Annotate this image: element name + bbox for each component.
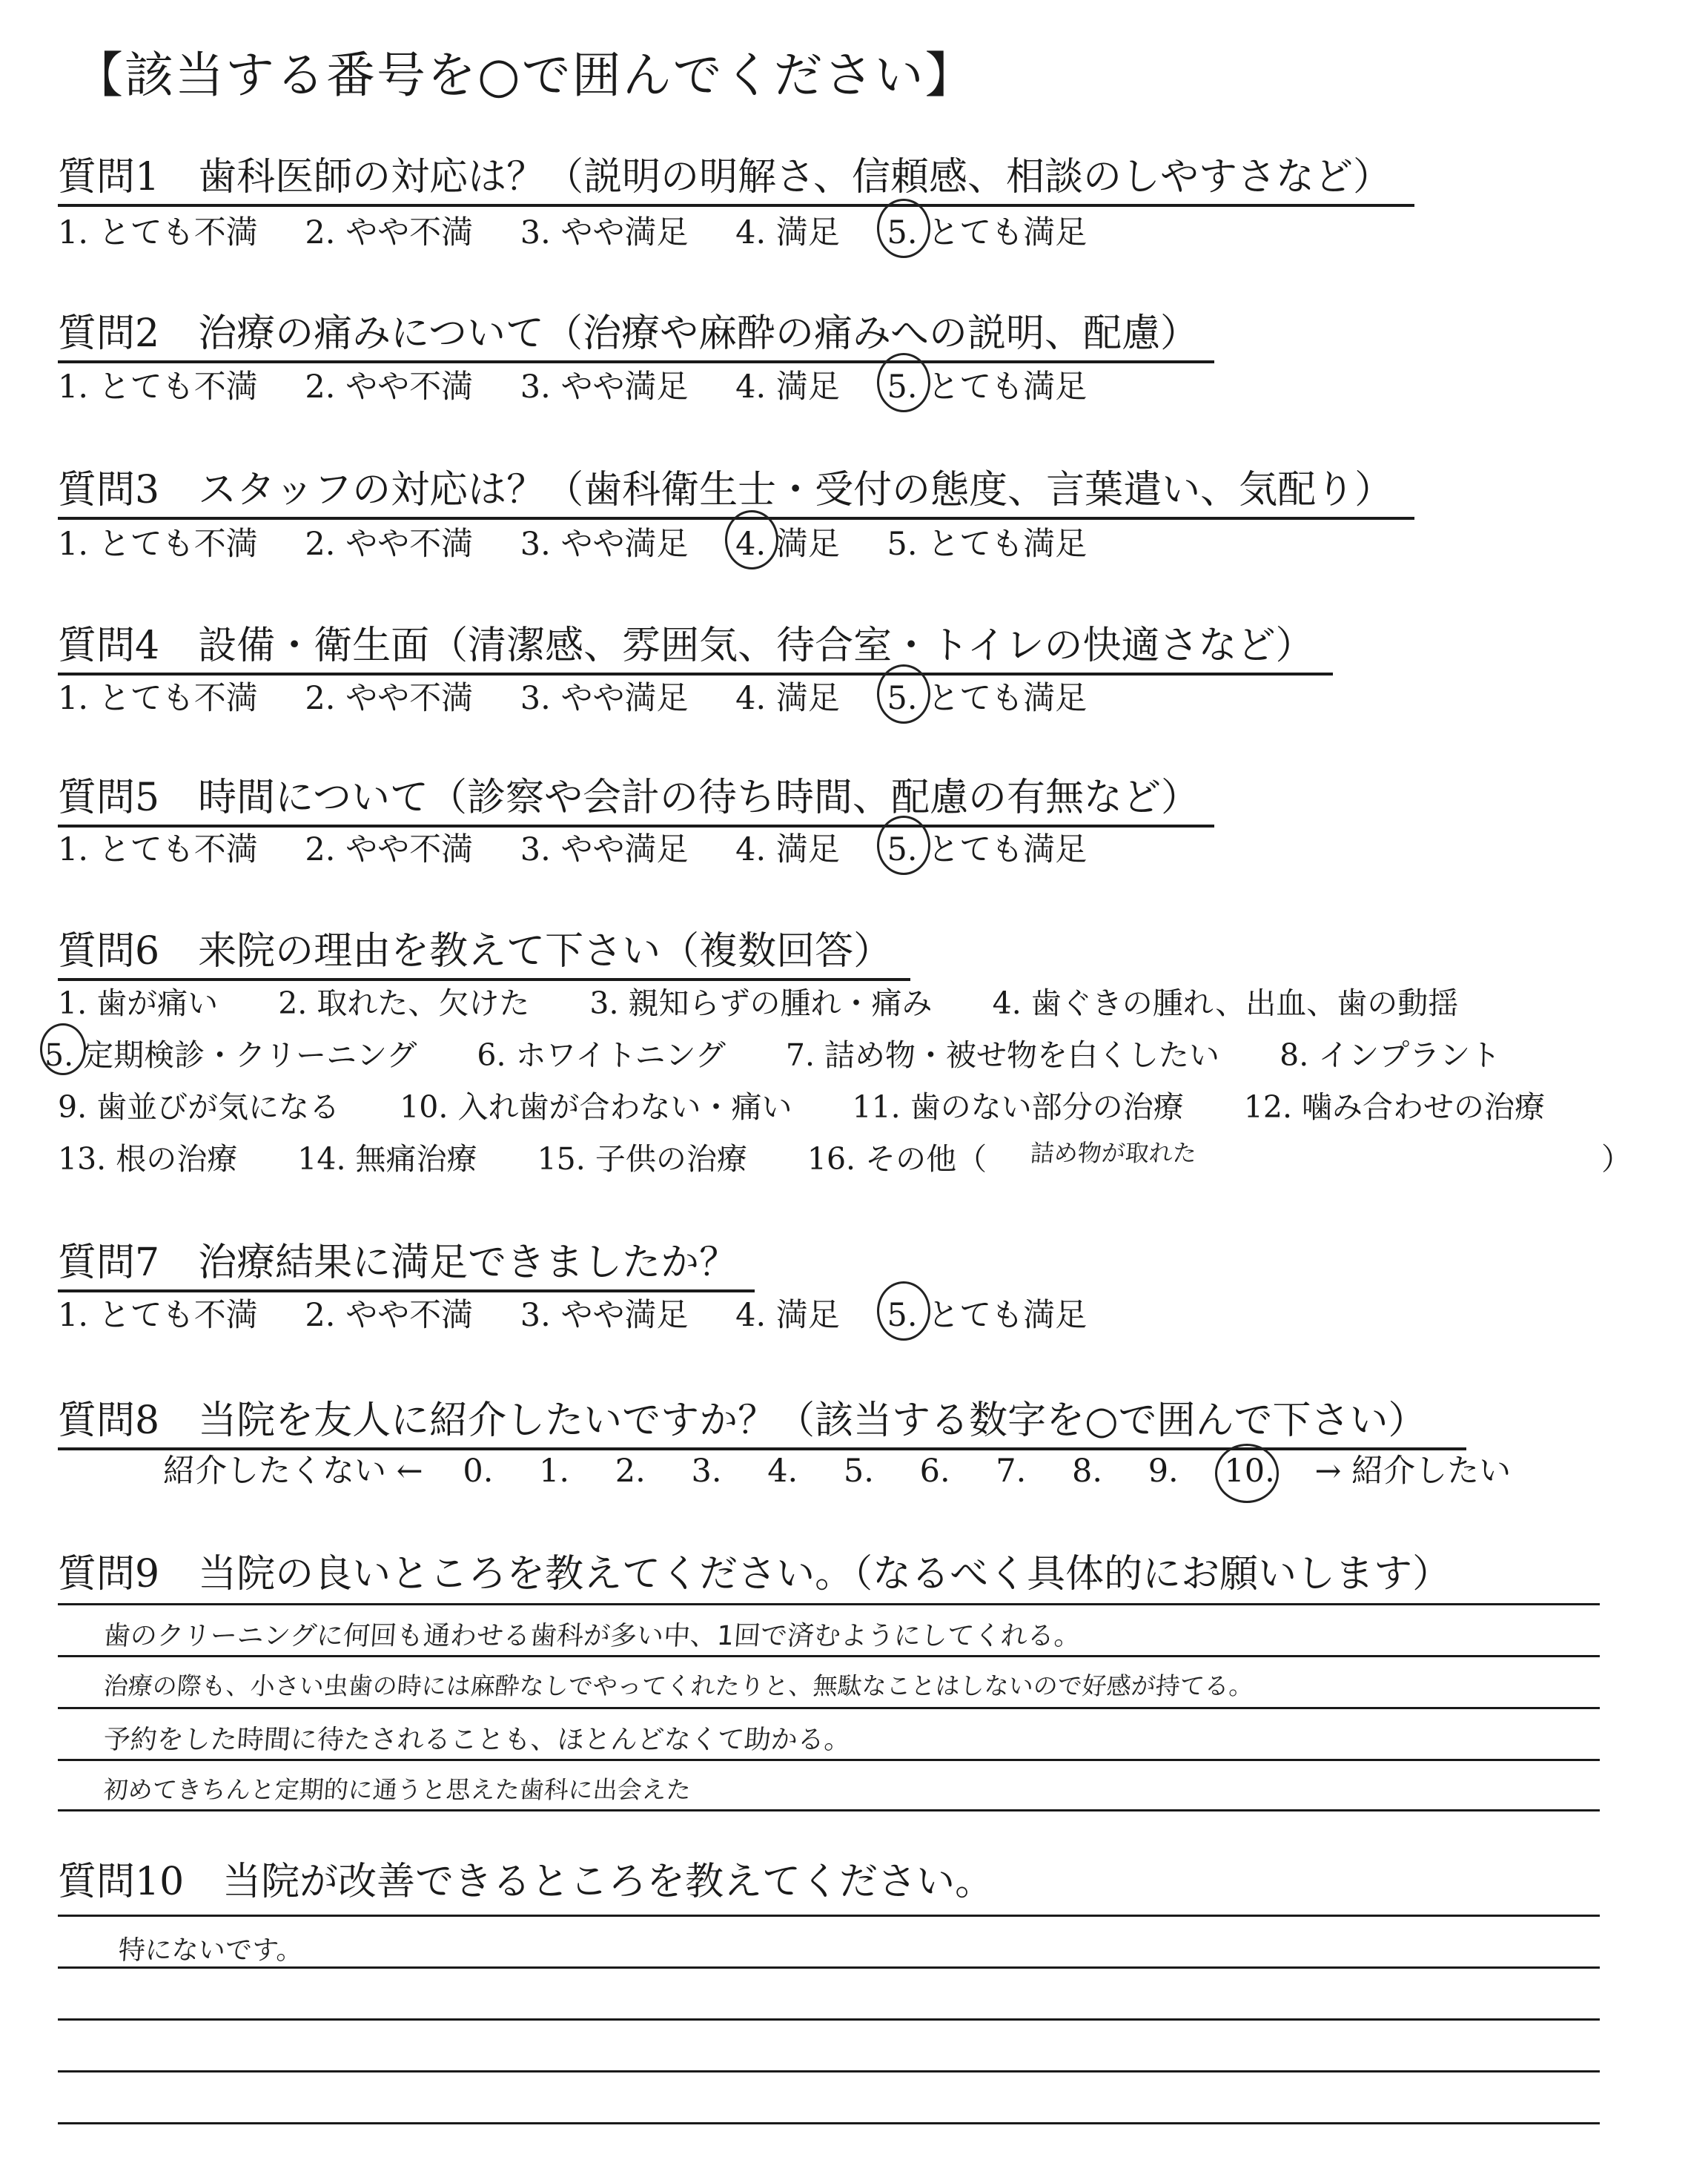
question-2-options xyxy=(58,362,1087,407)
answer-line xyxy=(58,1759,1600,1761)
answer-line xyxy=(58,1915,1600,1917)
option-1[interactable]: 1. とても不満 xyxy=(58,680,258,717)
option-4[interactable]: 4. 満足 xyxy=(735,831,840,868)
scale-3[interactable]: 3. xyxy=(691,1453,722,1490)
option-2[interactable]: 2. やや不満 xyxy=(305,526,474,563)
option-2[interactable]: 2. やや不満 xyxy=(305,831,474,868)
scale-7[interactable]: 7. xyxy=(996,1453,1027,1490)
option-3[interactable]: 3. やや満足 xyxy=(520,369,689,406)
q9-answer-line-4: 初めてきちんと定期的に通うと思えた歯科に出会えた xyxy=(102,1775,692,1804)
option-1[interactable]: 1. とても不満 xyxy=(58,831,258,868)
option-4[interactable]: 4. 満足 xyxy=(735,369,840,406)
scale-6[interactable]: 6. xyxy=(919,1453,950,1490)
page-title: 【該当する番号を○で囲んでください】 xyxy=(74,47,976,104)
option-4-selected[interactable]: 4. 満足 xyxy=(735,519,840,564)
selection-circle xyxy=(877,664,930,724)
selection-circle xyxy=(877,1281,930,1341)
question-1-options xyxy=(58,208,1087,253)
option-5[interactable]: 5. とても満足 xyxy=(887,526,1088,563)
question-7-options xyxy=(58,1290,1087,1335)
question-6-title: 質問6 来院の理由を教えて下さい（複数回答） xyxy=(58,919,910,981)
reason-option[interactable]: 10. 入れ歯が合わない・痛い xyxy=(400,1089,792,1125)
scale-9[interactable]: 9. xyxy=(1148,1453,1179,1490)
option-1[interactable]: 1. とても不満 xyxy=(58,214,258,251)
selection-circle xyxy=(40,1023,86,1075)
option-5-selected[interactable]: 5. とても満足 xyxy=(887,1290,1088,1335)
question-4-title: 質問4 設備・衛生面（清潔感、雰囲気、待合室・トイレの快適さなど） xyxy=(58,614,1333,676)
reason-option[interactable]: 14. 無痛治療 xyxy=(297,1141,477,1177)
question-10-title: 質問10 当院が改善できるところを教えてください。 xyxy=(58,1860,994,1904)
selection-circle xyxy=(877,353,930,412)
reason-option[interactable]: 11. 歯のない部分の治療 xyxy=(852,1089,1184,1125)
q9-answer-line-3: 予約をした時間に待たされることも、ほとんどなくて助かる。 xyxy=(102,1725,853,1755)
answer-line xyxy=(58,1809,1600,1811)
scale-5[interactable]: 5. xyxy=(843,1453,874,1490)
question-1-title: 質問1 歯科医師の対応は？（説明の明解さ、信頼感、相談のしやすさなど） xyxy=(58,145,1414,207)
option-4[interactable]: 4. 満足 xyxy=(735,680,840,717)
answer-line xyxy=(58,2070,1600,2073)
reason-option[interactable]: 8. インプラント xyxy=(1280,1037,1501,1073)
scale-10-selected[interactable]: 10. xyxy=(1224,1453,1274,1490)
q10-answer-line-1: 特にないです。 xyxy=(117,1935,305,1966)
other-handwritten-answer: 詰め物が取れた xyxy=(1029,1139,1198,1167)
selection-circle xyxy=(1215,1444,1279,1503)
question-3-title: 質問3 スタッフの対応は？（歯科衛生士・受付の態度、言葉遣い、気配り） xyxy=(58,458,1414,520)
answer-line xyxy=(58,1966,1600,1969)
option-5-selected[interactable]: 5. とても満足 xyxy=(887,208,1088,253)
option-3[interactable]: 3. やや満足 xyxy=(520,526,689,563)
scale-right-label: → 紹介したい xyxy=(1314,1453,1512,1490)
q6-row-4 xyxy=(58,1135,993,1178)
other-close-paren: ） xyxy=(1601,1141,1632,1177)
question-5-options xyxy=(58,825,1087,870)
option-2[interactable]: 2. やや不満 xyxy=(305,369,474,406)
selection-circle xyxy=(877,816,930,875)
option-3[interactable]: 3. やや満足 xyxy=(520,831,689,868)
reason-option-selected[interactable]: 5. 定期検診・クリーニング xyxy=(44,1031,417,1074)
q9-answer-line-1: 歯のクリーニングに何回も通わせる歯科が多い中、1回で済むようにしてくれる。 xyxy=(102,1621,1082,1651)
question-9-title: 質問9 当院の良いところを教えてください。（なるべく具体的にお願いします） xyxy=(58,1552,1452,1596)
option-3[interactable]: 3. やや満足 xyxy=(520,1297,689,1334)
reason-option[interactable]: 4. 歯ぐきの腫れ、出血、歯の動揺 xyxy=(992,985,1459,1021)
answer-line xyxy=(58,1603,1600,1605)
answer-line xyxy=(58,1707,1600,1709)
option-3[interactable]: 3. やや満足 xyxy=(520,214,689,251)
question-7-title: 質問7 治療結果に満足できましたか？ xyxy=(58,1231,755,1292)
option-1[interactable]: 1. とても不満 xyxy=(58,1297,258,1334)
scale-4[interactable]: 4. xyxy=(767,1453,798,1490)
option-2[interactable]: 2. やや不満 xyxy=(305,214,474,251)
option-2[interactable]: 2. やや不満 xyxy=(305,1297,474,1334)
q6-row-2 xyxy=(44,1031,1506,1074)
option-4[interactable]: 4. 満足 xyxy=(735,214,840,251)
answer-line xyxy=(58,2018,1600,2021)
selection-circle xyxy=(877,199,930,258)
option-4[interactable]: 4. 満足 xyxy=(735,1297,840,1334)
reason-option[interactable]: 12. 噛み合わせの治療 xyxy=(1243,1089,1546,1125)
reason-option[interactable]: 2. 取れた、欠けた xyxy=(278,985,530,1021)
q6-row-3 xyxy=(58,1083,1551,1126)
option-2[interactable]: 2. やや不満 xyxy=(305,680,474,717)
reason-option[interactable]: 9. 歯並びが気になる xyxy=(58,1089,340,1125)
question-8-title: 質問8 当院を友人に紹介したいですか？（該当する数字を○で囲んで下さい） xyxy=(58,1389,1466,1450)
question-5-title: 質問5 時間について（診察や会計の待ち時間、配慮の有無など） xyxy=(58,766,1214,828)
scale-0[interactable]: 0. xyxy=(463,1453,494,1490)
option-1[interactable]: 1. とても不満 xyxy=(58,526,258,563)
reason-option[interactable]: 13. 根の治療 xyxy=(58,1141,238,1177)
question-2-title: 質問2 治療の痛みについて（治療や麻酔の痛みへの説明、配慮） xyxy=(58,302,1214,363)
scale-1[interactable]: 1. xyxy=(539,1453,570,1490)
option-5-selected[interactable]: 5. とても満足 xyxy=(887,362,1088,407)
option-5-selected[interactable]: 5. とても満足 xyxy=(887,825,1088,870)
recommend-scale xyxy=(163,1446,1511,1491)
scale-left-label: 紹介したくない ← xyxy=(163,1453,423,1490)
reason-option[interactable]: 15. 子供の治療 xyxy=(537,1141,747,1177)
answer-line xyxy=(58,2122,1600,2124)
question-3-options xyxy=(58,519,1087,564)
option-5-selected[interactable]: 5. とても満足 xyxy=(887,673,1088,719)
option-3[interactable]: 3. やや満足 xyxy=(520,680,689,717)
reason-option-other[interactable]: 16. その他（ xyxy=(807,1141,987,1177)
reason-option[interactable]: 7. 詰め物・被せ物を白くしたい xyxy=(785,1037,1220,1073)
option-1[interactable]: 1. とても不満 xyxy=(58,369,258,406)
scale-2[interactable]: 2. xyxy=(615,1453,646,1490)
selection-circle xyxy=(725,510,778,569)
q9-answer-line-2: 治療の際も、小さい虫歯の時には麻酔なしでやってくれたりと、無駄なことはしないので好感が持てる。 xyxy=(102,1671,1255,1700)
answer-line xyxy=(58,1655,1600,1657)
q6-row-1 xyxy=(58,979,1464,1023)
scale-8[interactable]: 8. xyxy=(1072,1453,1103,1490)
reason-option[interactable]: 3. 親知らずの腫れ・痛み xyxy=(589,985,933,1021)
reason-option[interactable]: 6. ホワイトニング xyxy=(477,1037,726,1073)
reason-option[interactable]: 1. 歯が痛い xyxy=(58,985,219,1021)
question-4-options xyxy=(58,673,1087,719)
